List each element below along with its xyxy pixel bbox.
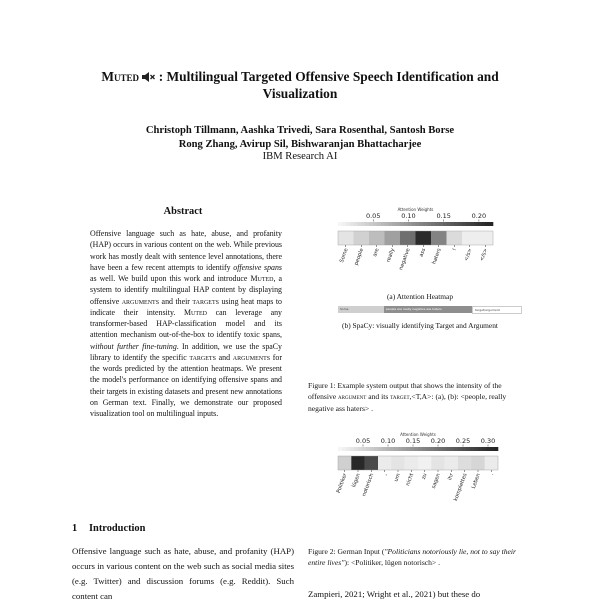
token-label: ! bbox=[451, 247, 459, 252]
colorbar-segment bbox=[474, 222, 478, 226]
colorbar-segment bbox=[396, 222, 400, 226]
colorbar-tick-label: 0.20 bbox=[471, 212, 487, 220]
colorbar-segment bbox=[458, 222, 462, 226]
colorbar-segment bbox=[354, 222, 358, 226]
authors bbox=[60, 124, 540, 151]
colorbar-segment bbox=[338, 222, 342, 226]
figure1-subcaption-a: (a) Attention Heatmap bbox=[386, 292, 454, 301]
heatmap-cell bbox=[462, 231, 478, 245]
heatmap-1-svg bbox=[330, 205, 500, 293]
colorbar-segment bbox=[422, 447, 426, 451]
token-label: are bbox=[372, 247, 381, 258]
token-label: sagen bbox=[430, 472, 442, 490]
heatmap-cell bbox=[365, 456, 379, 470]
colorbar-segment bbox=[486, 447, 490, 451]
colorbar-segment bbox=[366, 447, 370, 451]
colorbar-segment bbox=[494, 447, 498, 451]
colorbar-segment bbox=[361, 222, 365, 226]
token-label: negative bbox=[398, 247, 412, 272]
figure2-heatmap bbox=[330, 430, 510, 538]
colorbar-segment bbox=[462, 222, 466, 226]
heatmap-cell bbox=[400, 231, 416, 245]
colorbar-segment bbox=[447, 222, 451, 226]
colorbar-segment bbox=[398, 447, 402, 451]
colorbar-segment bbox=[370, 447, 374, 451]
colorbar-segment bbox=[474, 447, 478, 451]
colorbar-segment bbox=[418, 447, 422, 451]
speaker-mute-icon bbox=[142, 69, 158, 84]
heatmap-cell bbox=[354, 231, 370, 245]
affiliation: IBM Research AI bbox=[262, 151, 338, 162]
section-heading-introduction bbox=[72, 523, 145, 534]
colorbar-segment bbox=[406, 447, 410, 451]
heatmap-cell bbox=[369, 231, 385, 245]
colorbar-segment bbox=[466, 222, 470, 226]
colorbar-segment bbox=[338, 447, 342, 451]
colorbar-segment bbox=[350, 222, 354, 226]
colorbar-tick-label: 0.10 bbox=[401, 212, 416, 220]
colorbar-tick-label: 0.20 bbox=[430, 437, 446, 445]
colorbar-segment bbox=[410, 447, 414, 451]
colorbar-segment bbox=[342, 222, 346, 226]
colorbar-segment bbox=[434, 447, 438, 451]
colorbar-segment bbox=[435, 222, 439, 226]
token-label: zu bbox=[420, 472, 429, 481]
colorbar-segment bbox=[386, 447, 390, 451]
token-label: </s> bbox=[478, 247, 490, 263]
colorbar-segment bbox=[419, 222, 423, 226]
figure2-caption: Figure 2: German Input ("Politicians notoriously lie, not to say their entire lives"): <Politiker, lügen notorisch> . bbox=[308, 547, 516, 568]
colorbar-segment bbox=[416, 222, 420, 226]
introduction-body: Offensive language such as hate, abuse, and profanity (HAP) occurs in various content on the web such as social media sites (e.g. Twitter) and discussion forums (e.g. Reddit). Such content can bbox=[72, 546, 294, 601]
colorbar-segment bbox=[430, 447, 434, 451]
colorbar-segment bbox=[402, 447, 406, 451]
heatmap-cell bbox=[445, 456, 459, 470]
abstract-body: Offensive language such as hate, abuse, and profanity (HAP) occurs in various content on the web. While previous work has mostly dealt with sentence level annotations, there have been a few recent attempts to identify offensive spans as well. We build upon this work and introduce Muted, a system to identify multilingual HAP content by displaying offensive arguments and their targets using heat maps to indicate their intensity. Muted can leverage any transformer-based HAP-classification model and its attention mechanism out-of-the-box to identify toxic spans, without further fine-tuning. In addition, we use the spaCy library to identify the specific targets and arguments for the words predicted by the attention heatmaps. We present the model's performance on identifying offensive spans and their targets in existing datasets and present new annotations on German text. Finally, we demonstrate our proposed visualization tool on multilingual inputs. bbox=[90, 229, 283, 418]
colorbar-segment bbox=[365, 222, 369, 226]
colorbar-segment bbox=[431, 222, 435, 226]
colorbar-tick-label: 0.25 bbox=[455, 437, 471, 445]
heatmap-cell bbox=[458, 456, 472, 470]
colorbar-segment bbox=[392, 222, 396, 226]
heatmap-2-svg bbox=[330, 430, 510, 538]
colorbar-segment bbox=[423, 222, 427, 226]
heatmap-cell bbox=[431, 456, 445, 470]
colorbar-segment bbox=[481, 222, 485, 226]
token-label: Politiker bbox=[335, 472, 349, 495]
colorbar-segment bbox=[385, 222, 389, 226]
colorbar-segment bbox=[489, 222, 493, 226]
colorbar-segment bbox=[377, 222, 381, 226]
colorbar-segment bbox=[394, 447, 398, 451]
heatmap-cell bbox=[478, 231, 494, 245]
heatmap-cell bbox=[385, 231, 401, 245]
colorbar-segment bbox=[374, 447, 378, 451]
right-column-text: Zampieri, 2021; Wright et al., 2021) but these do bbox=[308, 589, 481, 599]
authors-line-1: Christoph Tillmann, Aashka Trivedi, Sara Rosenthal, Santosh Borse bbox=[145, 125, 455, 136]
colorbar-segment bbox=[458, 447, 462, 451]
token-label: um bbox=[393, 472, 402, 483]
colorbar-segment bbox=[439, 222, 443, 226]
token-label: nicht bbox=[405, 472, 416, 487]
colorbar-segment bbox=[450, 222, 454, 226]
colorbar-segment bbox=[346, 447, 350, 451]
token-label: ass bbox=[418, 247, 428, 258]
colorbar-segment bbox=[414, 447, 418, 451]
heatmap-cell bbox=[351, 456, 365, 470]
colorbar-segment bbox=[342, 447, 346, 451]
colorbar-tick-label: 0.10 bbox=[380, 437, 396, 445]
colorbar-segment bbox=[438, 447, 442, 451]
token-label: </s> bbox=[463, 247, 474, 263]
heatmap-cell bbox=[405, 456, 419, 470]
paper-title bbox=[60, 68, 540, 102]
colorbar-segment bbox=[350, 447, 354, 451]
colorbar-segment bbox=[369, 222, 373, 226]
colorbar-segment bbox=[485, 222, 489, 226]
colorbar-segment bbox=[427, 222, 431, 226]
colorbar-segment bbox=[454, 222, 458, 226]
token-label: . bbox=[489, 472, 496, 477]
title-text: : Multilingual Targeted Offensive Speech Identification and bbox=[158, 69, 499, 84]
heatmap-cell bbox=[378, 456, 392, 470]
colorbar-segment bbox=[426, 447, 430, 451]
colorbar-segment bbox=[454, 447, 458, 451]
colorbar-segment bbox=[354, 447, 358, 451]
colorbar-segment bbox=[482, 447, 486, 451]
colorbar-tick-label: 0.05 bbox=[365, 212, 381, 220]
colorbar-segment bbox=[443, 222, 447, 226]
colorbar-segment bbox=[404, 222, 408, 226]
heatmap-cell bbox=[338, 231, 354, 245]
heatmap-cell bbox=[418, 456, 432, 470]
colorbar-segment bbox=[357, 222, 361, 226]
figure1-subcaption-b: (b) SpaCy: visually identifying Target and Argument bbox=[342, 321, 498, 330]
colorbar-segment bbox=[381, 222, 385, 226]
heatmap-cell bbox=[338, 456, 352, 470]
heatmap-cell bbox=[391, 456, 405, 470]
token-label: , bbox=[382, 472, 389, 477]
authors-line-2: Rong Zhang, Avirup Sil, Bishwaranjan Bhattacharjee bbox=[178, 138, 422, 150]
colorbar-segment bbox=[490, 447, 494, 451]
figure1-caption: Figure 1: Example system output that shows the intensity of the offensive argument and its target,<T,A>: (a), (b): <people, really negative ass haters> . bbox=[308, 381, 507, 413]
colorbar-segment bbox=[388, 222, 392, 226]
colorbar-segment bbox=[442, 447, 446, 451]
colorbar-segment bbox=[478, 222, 482, 226]
token-label: ihr bbox=[447, 472, 456, 482]
colorbar-tick-label: 0.15 bbox=[405, 437, 421, 445]
heatmap-cell bbox=[471, 456, 485, 470]
colorbar-segment bbox=[382, 447, 386, 451]
colorbar-segment bbox=[408, 222, 412, 226]
colorbar-tick-label: 0.15 bbox=[436, 212, 451, 220]
figure1-heatmap bbox=[330, 205, 500, 293]
heatmap-title: Attention Weights bbox=[397, 207, 434, 212]
heatmap-cell bbox=[416, 231, 432, 245]
heatmap-cell bbox=[447, 231, 463, 245]
heatmap-title: Attention Weights bbox=[400, 432, 436, 437]
token-label: really bbox=[385, 247, 397, 264]
colorbar-segment bbox=[400, 222, 404, 226]
colorbar-tick-label: 0.30 bbox=[480, 437, 496, 445]
colorbar-segment bbox=[478, 447, 482, 451]
colorbar-segment bbox=[446, 447, 450, 451]
colorbar-segment bbox=[462, 447, 466, 451]
token-label: Leben bbox=[470, 472, 482, 490]
token-label: notorisch bbox=[361, 472, 376, 498]
colorbar-segment bbox=[373, 222, 377, 226]
title-line-2: Visualization bbox=[262, 86, 338, 101]
token-label: komplettes bbox=[453, 472, 469, 502]
colorbar-segment bbox=[470, 222, 474, 226]
section-number: 1 bbox=[72, 523, 78, 534]
token-label: haters bbox=[431, 247, 443, 266]
spacy-span-label: target/argument bbox=[472, 306, 522, 314]
token-label: lügen bbox=[351, 472, 362, 489]
colorbar-segment bbox=[358, 447, 362, 451]
colorbar-segment bbox=[346, 222, 350, 226]
colorbar-tick-label: 0.05 bbox=[355, 437, 371, 445]
colorbar-segment bbox=[466, 447, 470, 451]
token-label: people bbox=[353, 247, 366, 267]
title-system-name: Muted bbox=[101, 69, 139, 84]
spacy-span-argument: people are really negative ass haters bbox=[384, 306, 472, 313]
colorbar-segment bbox=[470, 447, 474, 451]
section-title: Introduction bbox=[89, 523, 146, 534]
heatmap-cell bbox=[485, 456, 499, 470]
abstract-heading: Abstract bbox=[163, 206, 203, 217]
spacy-visualization bbox=[338, 306, 522, 313]
colorbar-segment bbox=[450, 447, 454, 451]
colorbar-segment bbox=[412, 222, 416, 226]
spacy-token-plain: Some bbox=[338, 306, 384, 313]
colorbar-segment bbox=[390, 447, 394, 451]
heatmap-cell bbox=[431, 231, 447, 245]
colorbar-segment bbox=[362, 447, 366, 451]
colorbar-segment bbox=[378, 447, 382, 451]
token-label: Some bbox=[338, 247, 350, 264]
